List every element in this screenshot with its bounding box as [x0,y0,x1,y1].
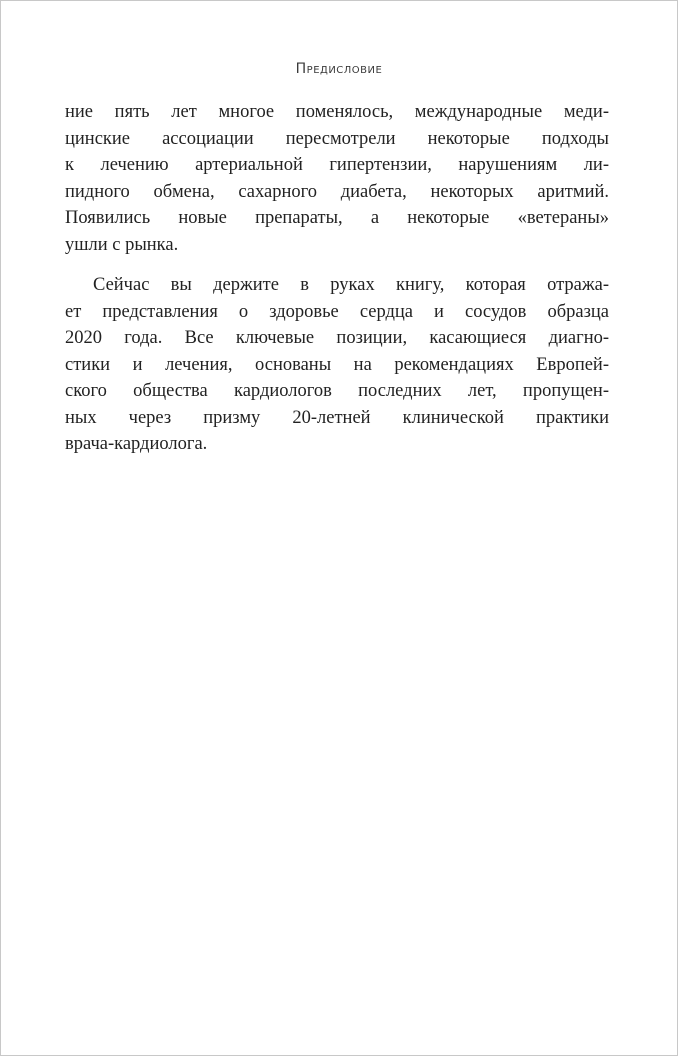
text-line: ушли с рынка. [65,234,179,255]
text-line: к лечению артериальной гипертензии, нарушениям ли- [65,155,609,175]
text-line: цинские ассоциации пересмотрели некоторые подходы [65,128,609,149]
text-line: пидного обмена, сахарного диабета, некоторых аритмий. [65,181,609,202]
paragraph-2 [65,272,609,458]
paragraph-1 [65,99,609,258]
body-text [65,99,609,458]
text-line: ского общества кардиологов последних лет, пропущен- [65,381,609,401]
text-line: ет представления о здоровье сердца и сосудов образца [65,301,609,322]
text-line: врача-кардиолога. [65,434,208,454]
paragraph-spacer [65,258,609,272]
text-line: Появились новые препараты, а некоторые «ветераны» [65,208,609,228]
text-line: 2020 года. Все ключевые позиции, касающиеся диагно- [65,328,609,348]
text-line: Сейчас вы держите в руках книгу, которая отража- [93,275,609,295]
text-line: ние пять лет многое поменялось, международные меди- [65,102,609,122]
running-head-title: Предисловие [295,61,383,77]
text-line: стики и лечения, основаны на рекомендациях Европей- [65,354,609,375]
text-line: ных через призму 20-летней клинической практики [65,407,609,428]
